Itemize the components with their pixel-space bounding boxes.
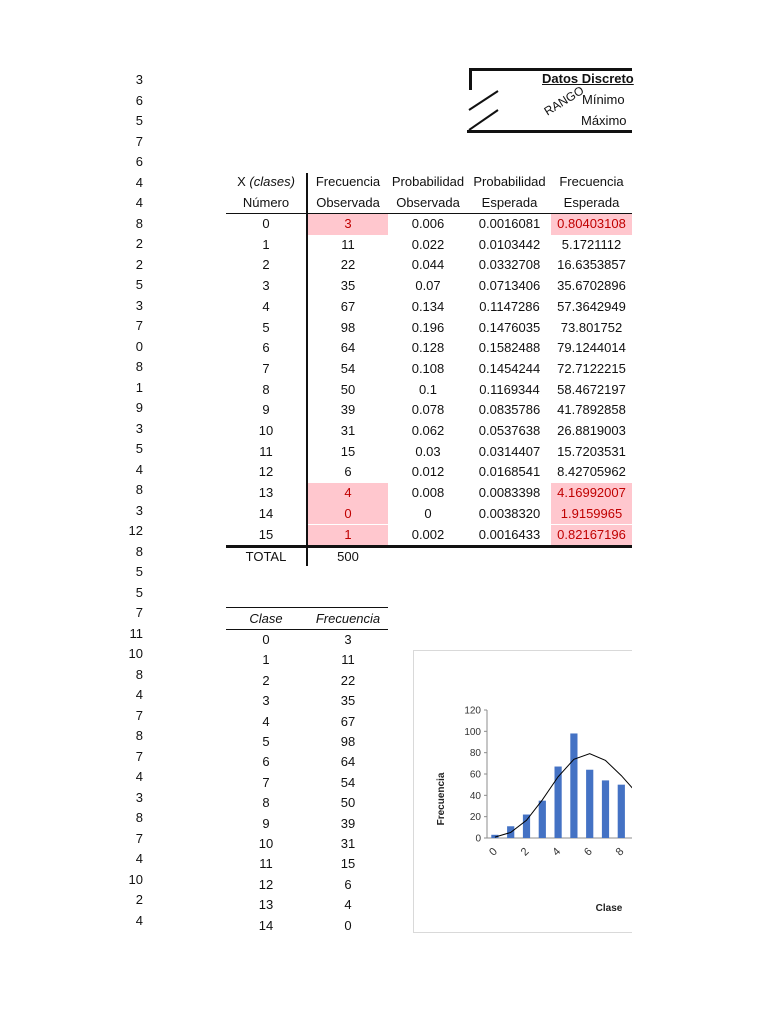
range-min-label: Mínimo	[582, 92, 625, 107]
row-number: 7	[135, 133, 143, 149]
row-number: 8	[135, 359, 143, 374]
freq-table-cell: 0.134	[411, 298, 445, 314]
freq-table-cell: 0.0314407	[478, 443, 541, 459]
row-number: 10	[128, 646, 143, 661]
freq-table-cell: 12	[258, 464, 274, 480]
freq-table-cell: 41.7892858	[557, 402, 626, 418]
freq-table-cell: 22	[340, 257, 356, 273]
class-table-cell: 14	[258, 917, 274, 933]
freq-table-cell: 14	[258, 505, 274, 521]
y-tick-label: 120	[464, 705, 481, 717]
row-number: 4	[135, 174, 143, 190]
row-number: 8	[135, 728, 143, 743]
freq-table-cell: 0.196	[411, 319, 445, 335]
freq-table-cell: 72.7122215	[557, 360, 626, 376]
freq-table-cell: 4	[262, 298, 270, 314]
freq-table-cell: 0.044	[411, 257, 445, 273]
x-tick-label: 0	[487, 845, 501, 859]
class-table-cell: 11	[341, 652, 355, 668]
freq-table-cell: 1	[262, 236, 270, 252]
histogram-bar	[618, 785, 625, 838]
freq-table-cell: 57.3642949	[557, 298, 626, 314]
class-table-cell: 12	[258, 876, 274, 892]
freq-table-cell: 0.062	[411, 423, 445, 438]
freq-table-cell: 13	[258, 485, 274, 501]
row-number: 3	[135, 420, 143, 436]
freq-table-cell: 6	[344, 464, 352, 480]
freq-table-cell: 1.9159965	[551, 504, 632, 525]
freq-table-cell: 0.012	[411, 464, 445, 480]
x-tick-label: 2	[518, 845, 532, 859]
freq-table-cell: 79.1244014	[557, 340, 626, 356]
freq-table-cell: 0.07	[415, 278, 441, 294]
histogram-bar	[586, 770, 593, 838]
row-number: 5	[135, 441, 143, 456]
freq-table-cell: 11	[341, 236, 355, 252]
class-table-cell: 0	[262, 632, 270, 647]
freq-table-cell: 73.801752	[560, 319, 623, 335]
freq-table-subheader: Esperada	[481, 195, 538, 210]
total-label: TOTAL	[245, 549, 287, 564]
row-number: 7	[135, 318, 143, 333]
freq-table-header: Frecuencia	[315, 174, 381, 189]
class-table-cell: 98	[340, 734, 356, 749]
freq-table-cell: 0.006	[411, 216, 445, 231]
row-number: 7	[135, 748, 143, 764]
freq-table-cell: 0.0835786	[478, 402, 541, 418]
range-max-label: Máximo	[581, 113, 627, 128]
histogram-bar	[570, 733, 577, 838]
freq-table-cell: 4	[308, 483, 388, 504]
freq-table-cell: 10	[258, 423, 274, 438]
x-tick-label: 6	[582, 845, 595, 859]
freq-table-cell: 0.108	[411, 360, 445, 376]
freq-table-cell: 0.0168541	[478, 464, 541, 480]
row-number: 8	[135, 666, 143, 682]
range-box-diagonals	[466, 86, 536, 132]
class-table-cell: 64	[340, 754, 356, 770]
row-number: 12	[128, 523, 143, 538]
freq-table-cell: 31	[340, 423, 356, 438]
class-table-cell: 54	[340, 774, 356, 790]
row-number: 4	[135, 687, 143, 702]
freq-table-header: Probabilidad	[473, 174, 546, 189]
freq-table-cell: 0.128	[411, 340, 445, 356]
histogram-bar	[602, 780, 609, 838]
freq-table-cell: 0.0038320	[478, 505, 541, 521]
row-number: 5	[135, 113, 143, 128]
row-number: 4	[135, 461, 143, 477]
row-number: 3	[135, 502, 143, 518]
freq-table-cell: 0.1147286	[479, 298, 540, 314]
freq-table-subheader: Número	[242, 195, 290, 210]
row-number: 11	[129, 625, 143, 641]
freq-table-cell: 2	[262, 257, 270, 273]
class-table-cell: 67	[340, 713, 356, 729]
row-number: 8	[135, 810, 143, 825]
freq-table-cell: 3	[262, 278, 270, 294]
histogram-chart	[414, 651, 632, 932]
row-number: 8	[135, 543, 143, 559]
class-table-cell: 3	[344, 632, 352, 647]
class-table-cell: 4	[262, 713, 270, 729]
row-number: 2	[135, 256, 143, 272]
row-number: 8	[135, 482, 143, 497]
row-number: 2	[135, 892, 143, 907]
freq-table-cell: 0.002	[411, 526, 445, 542]
row-number: 4	[135, 195, 143, 210]
freq-table-subheader: Observada	[396, 195, 460, 210]
class-table-cell: 11	[259, 856, 273, 872]
row-number: 4	[135, 851, 143, 866]
freq-table-cell: 5	[262, 319, 270, 335]
freq-table-cell: 0.1582488	[478, 340, 541, 356]
row-number: 7	[135, 605, 143, 620]
freq-table-cell: 11	[259, 443, 273, 459]
freq-table-cell: 0.0083398	[478, 485, 541, 501]
class-table-cell: 7	[262, 774, 270, 790]
freq-table-subheader: Observada	[316, 195, 380, 210]
row-number: 5	[135, 277, 143, 292]
freq-table-cell: 0.022	[411, 236, 445, 252]
freq-table-cell: 0	[262, 216, 270, 231]
row-number: 5	[135, 564, 143, 579]
class-table-header: Frecuencia	[315, 611, 381, 626]
freq-table-cell: 8	[262, 381, 270, 397]
y-tick-label: 80	[469, 748, 481, 760]
y-tick-label: 0	[475, 833, 481, 845]
freq-table-cell: 35	[340, 278, 356, 294]
freq-table-cell: 0.80403108	[551, 214, 632, 235]
row-number: 7	[135, 830, 143, 846]
freq-table-cell: 0	[424, 505, 432, 521]
freq-table-cell: 15	[258, 526, 274, 542]
freq-table-cell: 5.1721112	[561, 236, 622, 252]
class-table-header: Clase	[249, 611, 283, 626]
freq-table-cell: 15.7203531	[557, 443, 626, 459]
y-axis-title: Frecuencia	[436, 772, 447, 826]
class-table-cell: 4	[344, 897, 352, 913]
x-axis-title: Clase	[595, 903, 623, 914]
class-table-cell: 5	[262, 734, 270, 749]
class-table-cell: 6	[262, 754, 270, 770]
header-italic-part: (clases)	[249, 174, 295, 189]
freq-table-cell: 15	[340, 443, 356, 459]
freq-table-header: X (clases)	[237, 174, 295, 189]
freq-table-cell: 0.1	[418, 381, 438, 397]
freq-table-cell: 0.0016081	[478, 216, 541, 231]
y-tick-label: 40	[469, 790, 481, 802]
freq-table-cell: 1	[308, 525, 388, 546]
freq-table-cell: 50	[340, 381, 356, 397]
row-number: 10	[128, 871, 143, 887]
total-value: 500	[337, 549, 359, 564]
row-number: 6	[135, 154, 143, 169]
class-table-cell: 1	[262, 652, 270, 668]
freq-table-cell: 0.008	[411, 485, 445, 501]
class-table-cell: 15	[340, 856, 356, 872]
freq-table-cell: 16.6353857	[557, 257, 626, 273]
freq-table-cell: 0.0016433	[478, 526, 541, 542]
freq-table-cell: 64	[340, 340, 356, 356]
expected-frequency-line	[495, 754, 632, 838]
freq-table-cell: 0.0537638	[478, 423, 541, 438]
y-tick-label: 60	[469, 769, 481, 781]
freq-table-cell: 35.6702896	[557, 278, 626, 294]
freq-table-cell: 9	[262, 402, 270, 418]
freq-table-cell: 54	[340, 360, 356, 376]
freq-table-cell: 7	[262, 360, 270, 376]
freq-table-header: Probabilidad	[391, 174, 465, 189]
row-number: 3	[135, 297, 143, 313]
row-number: 7	[135, 707, 143, 723]
x-tick-label: 8	[613, 845, 627, 859]
freq-table-header: Frecuencia	[559, 174, 624, 189]
class-table-cell: 13	[258, 897, 274, 913]
freq-table-cell: 26.8819003	[557, 423, 626, 438]
histogram-bar	[523, 815, 530, 838]
class-table-cell: 6	[344, 876, 352, 892]
class-table-cell: 35	[340, 693, 356, 709]
freq-table-cell: 0.1476035	[478, 319, 541, 335]
row-number: 3	[135, 72, 143, 87]
class-table-top-rule	[226, 607, 388, 608]
class-table-cell: 39	[340, 815, 356, 831]
freq-table-cell: 3	[308, 214, 388, 235]
freq-table-cell: 6	[262, 340, 270, 356]
freq-table-cell: 8.42705962	[557, 464, 626, 480]
freq-table-cell: 0.078	[411, 402, 445, 418]
freq-table-cell: 0.0103442	[478, 236, 541, 252]
row-number: 9	[135, 400, 143, 415]
class-table-cell: 31	[340, 836, 356, 851]
freq-table-cell: 0.1454244	[478, 360, 541, 376]
freq-table-cell: 0	[308, 504, 388, 525]
x-tick-label: 4	[550, 845, 564, 859]
row-number: 2	[135, 236, 143, 251]
y-tick-label: 20	[469, 812, 481, 824]
row-number: 1	[135, 379, 143, 395]
freq-table-cell: 0.0332708	[478, 257, 541, 273]
class-table-cell: 3	[262, 693, 270, 709]
class-table-cell: 8	[262, 795, 270, 811]
row-number: 3	[135, 789, 143, 805]
row-number: 4	[135, 769, 143, 784]
range-box-title: Datos Discreto	[542, 71, 634, 86]
class-table-cell: 9	[262, 815, 270, 831]
chart-frame	[413, 650, 632, 933]
class-table-cell: 2	[262, 672, 270, 688]
freq-table-cell: 4.16992007	[551, 483, 632, 504]
freq-table-cell: 0.82167196	[551, 525, 632, 546]
row-number: 8	[135, 215, 143, 231]
class-table-cell: 22	[340, 672, 356, 688]
row-number: 4	[135, 912, 143, 928]
class-table-cell: 0	[344, 917, 352, 933]
rango-label: RANGO	[541, 83, 587, 119]
row-number: 6	[135, 92, 143, 108]
row-number: 5	[135, 584, 143, 600]
class-table-cell: 10	[258, 836, 274, 851]
freq-table-cell: 0.1169344	[479, 381, 540, 397]
freq-table-cell: 58.4672197	[557, 381, 626, 397]
freq-table-cell: 39	[340, 402, 356, 418]
chart-clip	[413, 650, 632, 933]
freq-table-subheader: Esperada	[563, 195, 620, 210]
freq-table-cell: 98	[340, 319, 356, 335]
freq-table-cell: 0.0713406	[478, 278, 541, 294]
freq-table-cell: 67	[340, 298, 356, 314]
class-table-cell: 50	[340, 795, 356, 811]
freq-table-cell: 0.03	[415, 443, 441, 459]
y-tick-label: 100	[464, 726, 481, 738]
histogram-bar	[539, 801, 546, 838]
row-number: 0	[135, 338, 143, 354]
